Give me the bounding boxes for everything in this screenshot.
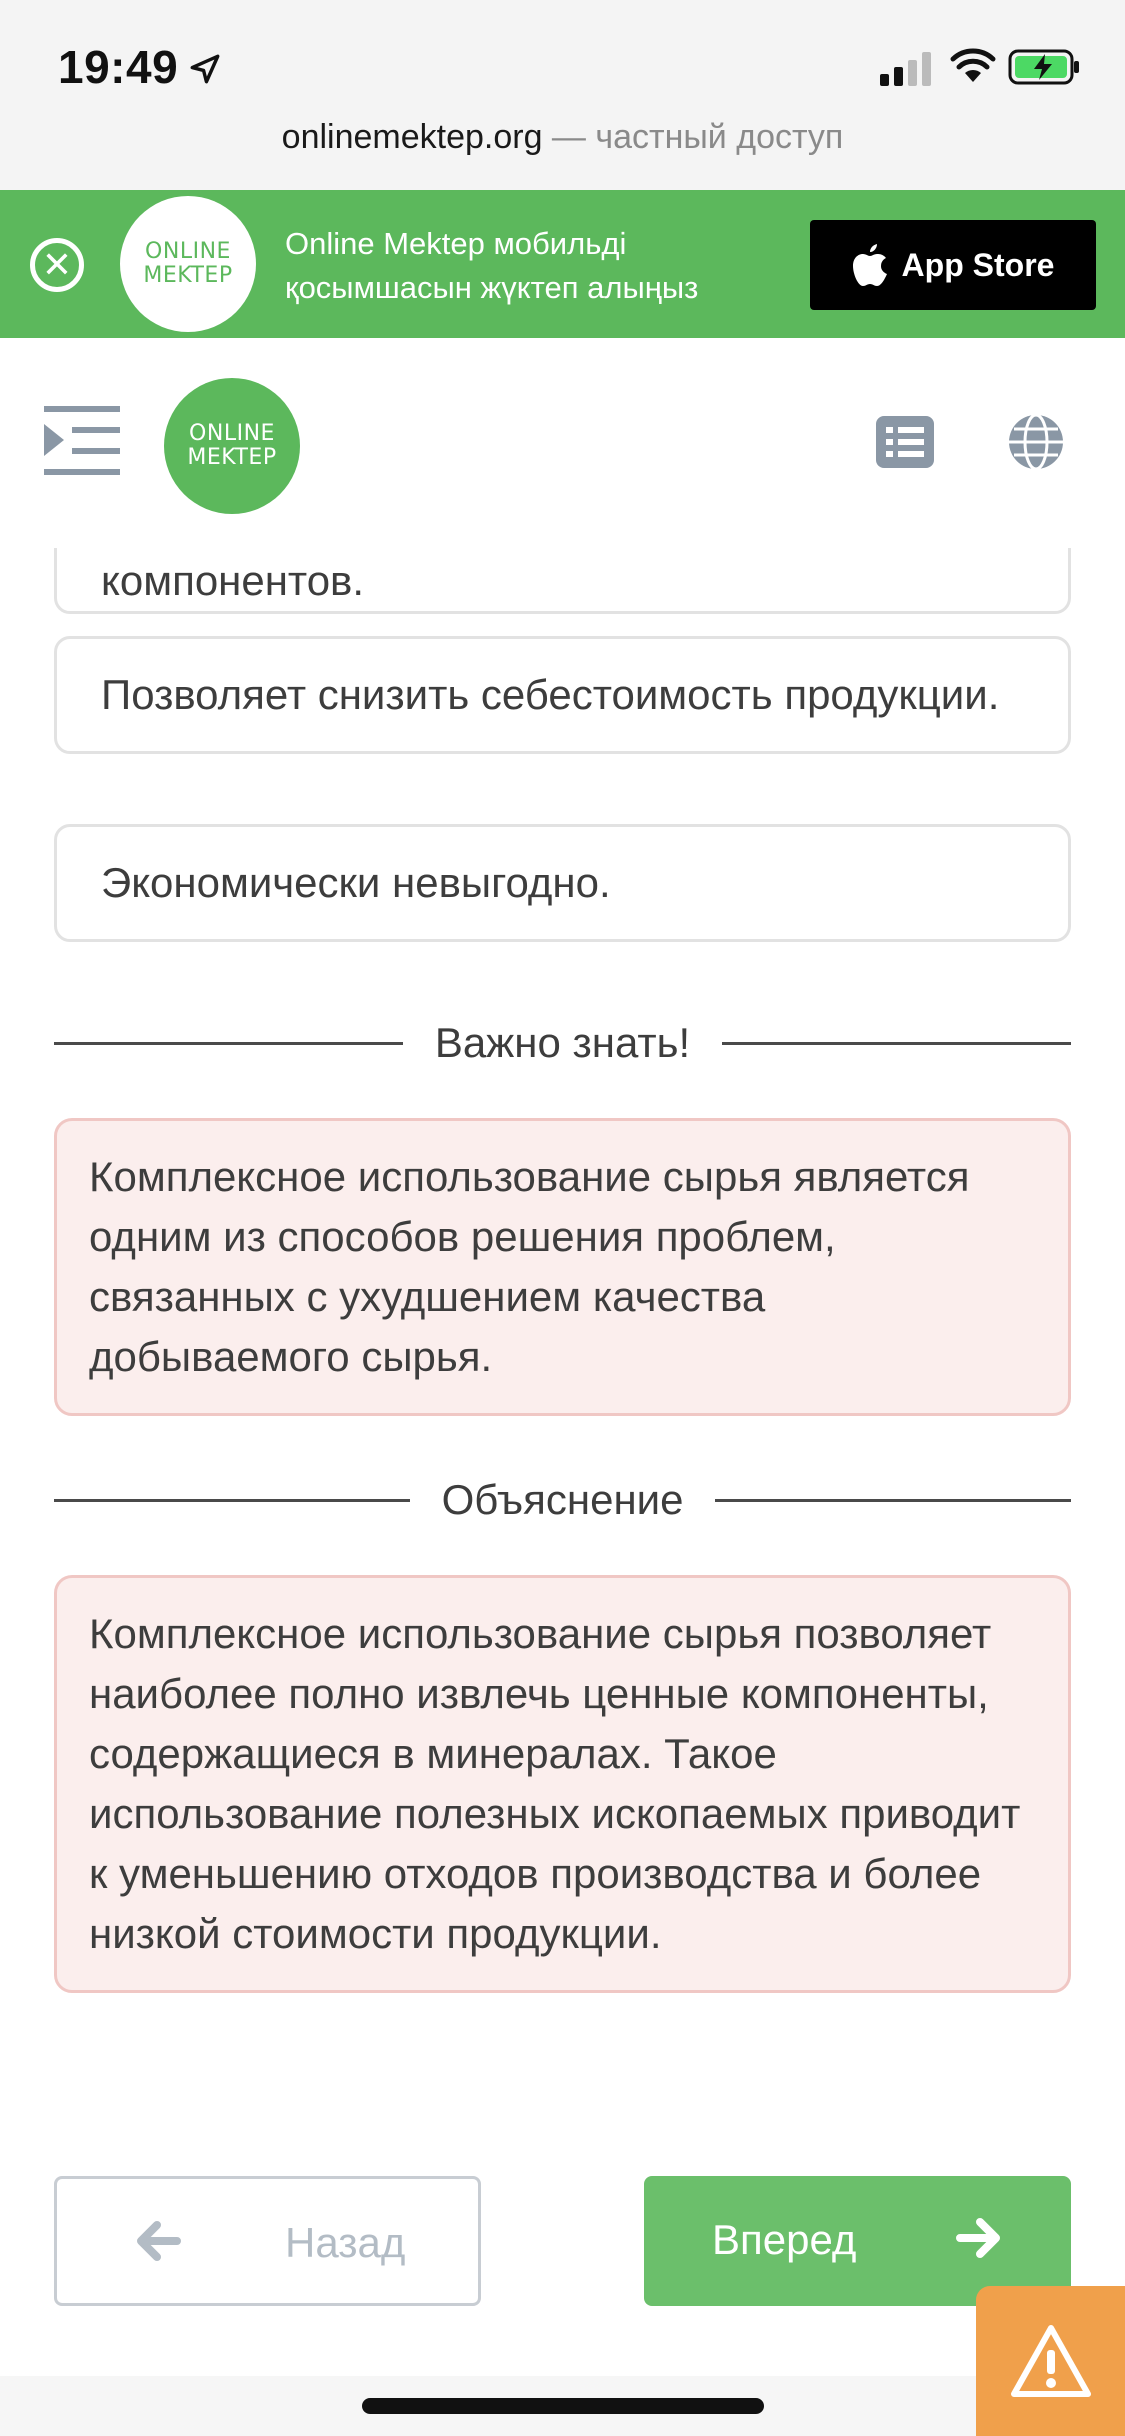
arrow-left-icon (137, 2219, 181, 2263)
globe-icon[interactable] (1006, 412, 1066, 472)
list-icon[interactable] (876, 416, 934, 468)
banner-logo (120, 196, 256, 332)
explanation-title: Объяснение (441, 1476, 684, 1523)
url-bar[interactable] (0, 118, 1125, 157)
close-banner-button[interactable] (30, 238, 84, 292)
answer-option[interactable] (54, 824, 1071, 942)
location-arrow-icon (188, 52, 222, 86)
cellular-signal-icon (880, 52, 934, 86)
back-button[interactable] (54, 2176, 481, 2306)
explanation-note (54, 1575, 1071, 1993)
app-store-button[interactable] (810, 220, 1096, 310)
app-store-label: App Store (901, 246, 1055, 283)
url-host: onlinemektep.org (281, 118, 543, 156)
clock: 19:49 (58, 41, 179, 93)
logo-line-2: MEKTEP (143, 263, 233, 288)
banner-text-line-1: Online Mektep мобильді (285, 226, 627, 261)
battery-charging-icon (1008, 48, 1080, 86)
important-text: Комплексное использование сырья является одним из способов решения проблем, связанных с ухудшением качества добываемого сырья. (89, 1153, 970, 1380)
divider-line (715, 1499, 1071, 1502)
close-icon: ✕ (41, 244, 73, 285)
divider-line (54, 1042, 403, 1045)
logo-line-1: ONLINE (189, 421, 275, 446)
report-problem-button[interactable] (976, 2286, 1125, 2436)
apple-icon (852, 244, 888, 286)
answer-text: компонентов. (101, 557, 365, 604)
site-logo[interactable] (164, 378, 300, 514)
menu-toggle-icon[interactable] (44, 406, 120, 476)
back-label: Назад (285, 2219, 406, 2266)
warning-icon (1010, 2324, 1092, 2398)
home-indicator (362, 2398, 764, 2414)
divider-line (54, 1499, 410, 1502)
answer-option[interactable] (54, 548, 1071, 614)
lesson-content (0, 548, 1125, 2368)
next-label: Вперед (712, 2216, 857, 2263)
app-download-banner (0, 190, 1125, 338)
divider-line (722, 1042, 1071, 1045)
site-header (0, 338, 1125, 548)
logo-line-1: ONLINE (145, 239, 231, 264)
important-note (54, 1118, 1071, 1416)
important-title: Важно знать! (434, 1019, 691, 1066)
explanation-divider (54, 1470, 1071, 1530)
status-bar (0, 0, 1125, 190)
explanation-text: Комплексное использование сырья позволяет наиболее полно извлечь ценные компоненты, содержащиеся в минералах. Такое использование полезных ископаемых приводит к уменьшению отходов производства и более низкой стоимости продукции. (89, 1610, 1021, 1957)
answer-option[interactable] (54, 636, 1071, 754)
answer-text: Экономически невыгодно. (101, 859, 611, 906)
logo-line-2: MEKTEP (187, 445, 277, 470)
banner-message (285, 222, 785, 310)
wifi-icon (950, 48, 996, 84)
banner-text-line-2: қосымшасын жүктеп алыңыз (285, 270, 699, 305)
answer-text: Позволяет снизить себестоимость продукции. (101, 671, 1000, 718)
url-privacy: — частный доступ (542, 118, 844, 156)
arrow-right-icon (956, 2216, 1000, 2260)
important-divider (54, 1013, 1071, 1073)
